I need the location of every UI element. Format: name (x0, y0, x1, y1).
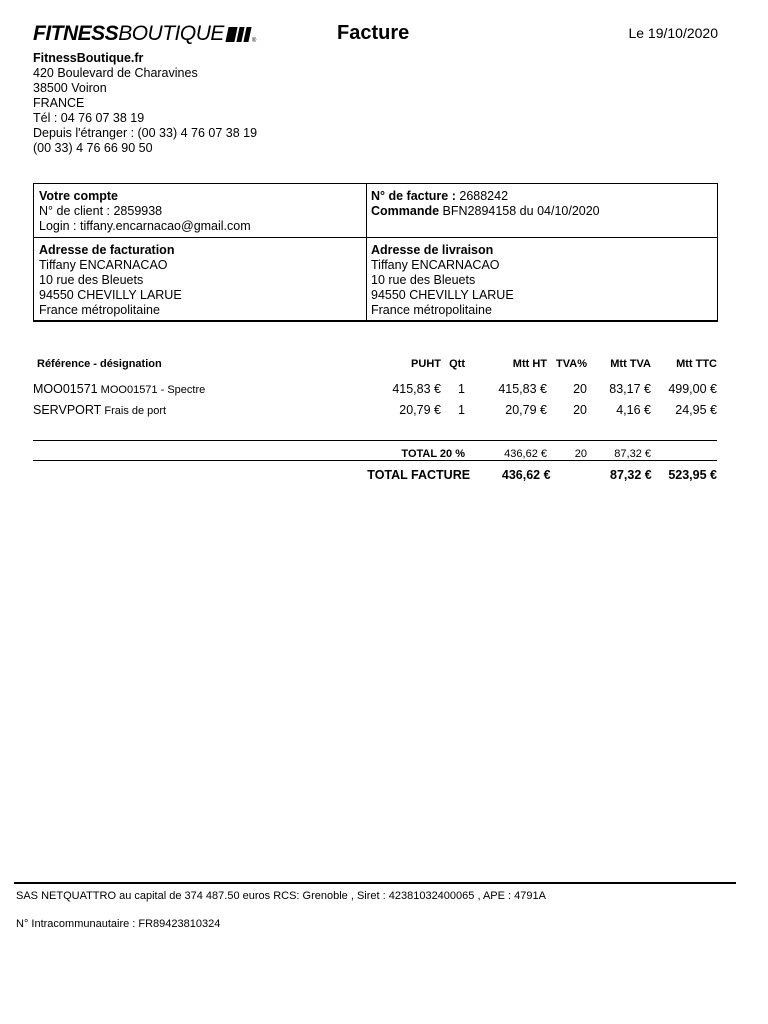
company-phone: Tél : 04 76 07 38 19 (33, 111, 145, 125)
billing-name: Tiffany ENCARNACAO (39, 258, 168, 272)
logo-registered-mark: ® (251, 38, 256, 44)
logo-text-light: BOUTIQUE (118, 22, 224, 45)
box-horizontal-divider (34, 237, 717, 238)
billing-street: 10 rue des Bleuets (39, 273, 144, 287)
table-header (33, 356, 717, 372)
company-name: FitnessBoutique.fr (33, 51, 144, 65)
billing-country: France métropolitaine (39, 303, 160, 317)
brand-logo (33, 22, 256, 48)
invoice-number-label: N° de facture : (371, 189, 456, 203)
grand-total-ttc: 523,95 € (668, 467, 717, 482)
col-header-tva-pct: TVA% (556, 358, 587, 370)
logo-text-bold: FITNESS (33, 22, 119, 45)
vat-total-ht: 436,62 € (504, 447, 547, 460)
login-email: Login : tiffany.encarnacao@gmail.com (39, 219, 251, 233)
col-header-qty: Qtt (449, 358, 465, 370)
vat-total-pct: 20 (574, 447, 587, 460)
totals-divider-bottom (33, 460, 717, 461)
billing-city: 94550 CHEVILLY LARUE (39, 288, 182, 302)
invoice-lines (33, 356, 717, 420)
shipping-city: 94550 CHEVILLY LARUE (371, 288, 514, 302)
company-address-line-1: 420 Boulevard de Charavines (33, 66, 198, 80)
item-qty: 1 (458, 402, 465, 417)
shipping-name: Tiffany ENCARNACAO (371, 258, 500, 272)
item-mtt-tva: 83,17 € (609, 381, 651, 396)
item-description: MOO01571 - Spectre (97, 383, 206, 396)
company-fax: (00 33) 4 76 66 90 50 (33, 141, 153, 155)
shipping-address (371, 243, 514, 318)
logo-bars-icon (227, 24, 252, 48)
company-country: FRANCE (33, 96, 85, 110)
account-info-box (33, 183, 718, 322)
col-header-mtt-ttc: Mtt TTC (676, 358, 717, 370)
item-tva-pct: 20 (573, 402, 587, 417)
page-title: Facture (337, 22, 410, 44)
order-label: Commande (371, 204, 440, 218)
item-mtt-ht: 415,83 € (498, 381, 547, 396)
grand-total-tva: 87,32 € (610, 467, 652, 482)
item-mtt-ttc: 24,95 € (675, 402, 717, 417)
vat-total-amount: 87,32 € (614, 447, 651, 460)
item-puht: 415,83 € (392, 381, 441, 396)
shipping-country: France métropolitaine (371, 303, 492, 317)
totals-divider-top (33, 440, 717, 441)
item-reference: SERVPORT (33, 402, 102, 417)
shipping-heading: Adresse de livraison (371, 243, 494, 257)
company-phone-abroad: Depuis l'étranger : (00 33) 4 76 07 38 19 (33, 126, 258, 140)
billing-address (39, 243, 182, 318)
table-row (33, 399, 717, 420)
item-mtt-ttc: 499,00 € (668, 381, 717, 396)
item-mtt-tva: 4,16 € (616, 402, 651, 417)
account-section (39, 189, 251, 234)
footer-divider (14, 882, 736, 884)
table-row (33, 378, 717, 399)
grand-total-row (33, 464, 717, 485)
col-header-puht: PUHT (411, 358, 441, 370)
vat-total-label: TOTAL 20 % (401, 447, 465, 460)
company-address-line-2: 38500 Voiron (33, 81, 107, 95)
invoice-date: Le 19/10/2020 (628, 25, 718, 41)
shipping-street: 10 rue des Bleuets (371, 273, 476, 287)
company-info (33, 51, 257, 156)
footer-legal: SAS NETQUATTRO au capital de 374 487.50 euros RCS: Grenoble , Siret : 42381032400065 , APE : 4791A (16, 890, 546, 902)
col-header-mtt-tva: Mtt TVA (610, 358, 651, 370)
footer-vat-number: N° Intracommunautaire : FR89423810324 (16, 918, 221, 930)
item-mtt-ht: 20,79 € (505, 402, 547, 417)
invoice-section (371, 189, 600, 219)
account-heading: Votre compte (39, 189, 118, 203)
order-number: BFN2894158 du 04/10/2020 (439, 204, 600, 218)
item-puht: 20,79 € (399, 402, 441, 417)
invoice-table (33, 356, 717, 420)
item-tva-pct: 20 (573, 381, 587, 396)
client-number: N° de client : 2859938 (39, 204, 163, 218)
item-description: Frais de port (101, 404, 167, 417)
col-header-mtt-ht: Mtt HT (512, 358, 547, 370)
grand-total-ht: 436,62 € (501, 467, 551, 482)
col-header-reference: Référence - désignation (37, 358, 162, 370)
item-qty: 1 (458, 381, 465, 396)
grand-total-label: TOTAL FACTURE (367, 467, 471, 482)
item-reference: MOO01571 (33, 381, 98, 396)
billing-heading: Adresse de facturation (39, 243, 175, 257)
invoice-number: 2688242 (455, 189, 509, 203)
box-vertical-divider (366, 184, 367, 320)
